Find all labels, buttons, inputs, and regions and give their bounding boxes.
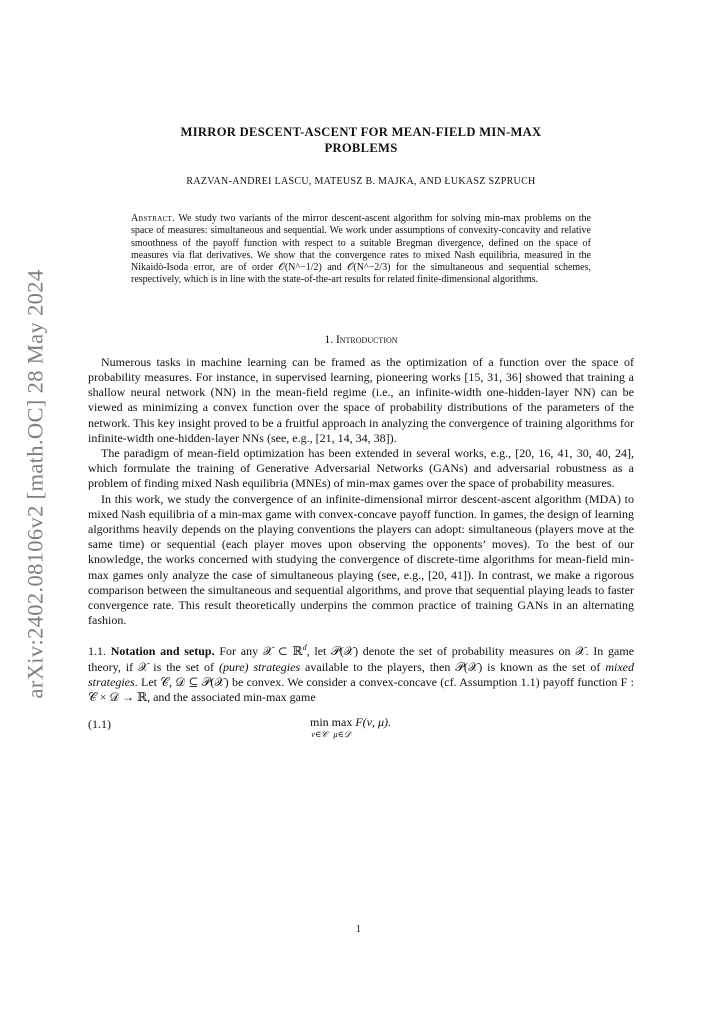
max-operator [332,715,353,739]
subsection-title: Notation and setup. [110,644,215,659]
equation-body [310,715,391,739]
equation-number: (1.1) [88,717,111,732]
subsection-text-1: For any 𝒳 ⊂ ℝ [219,644,303,659]
paper-title [88,124,634,156]
pure-strategies-term: (pure) strategies [218,659,301,674]
subsection-number: 1.1. [88,644,106,659]
abstract-label: Abstract. [131,213,175,224]
min-label: min [310,715,329,730]
mixed-strategies-term: mixed strategies [88,659,634,689]
paper-page [88,124,634,751]
abstract [131,213,591,287]
min-operator [310,715,329,739]
page-number: 1 [356,924,361,935]
superscript-d: d [302,643,307,653]
title-line-2: PROBLEMS [324,141,398,155]
section-number: 1. [324,333,334,346]
section-heading-introduction [88,334,634,346]
subsection-notation-setup [88,640,634,705]
arxiv-identifier-text: arXiv:2402.08106v2 [math.OC] 28 May 2024 [22,269,47,699]
intro-paragraph-1: Numerous tasks in machine learning can be framed as the optimization of a function over the space of probability measures. For instance, in supervised learning, pioneering works [15, 31, 36] showed that training a shallow neural network (NN) in the mean-field regime (i.e., an infinite-width one-hidden-layer NN) can be viewed as minimizing a convex function over the space of probability distributions of the parameters of the network. This key insight proved to be a fruitful approach in analyzing the convergence of training algorithms for infinite-width one-hidden-layer NNs (see, e.g., [21, 14, 34, 38]). [88,354,634,445]
intro-paragraph-2: The paradigm of mean-field optimization has been extended in several works, e.g., [20, 16, 41, 30, 40, 24], which formulate the training of Generative Adversarial Networks (GANs) and adversarial robustness as a problem of finding mixed Nash equilibria (MNEs) of min-max games over the space of probability measures. [88,446,634,491]
subsection-text-3: available to the players, then 𝒫(𝒳) is known as the set of [305,659,601,674]
min-subscript: ν∈𝒞 [311,729,328,740]
subsection-text-4: . Let 𝒞, 𝒟 ⊆ 𝒫(𝒳) be convex. We consider a convex-concave (cf. Assumption 1.1) payoff function F : 𝒞 × 𝒟 → ℝ, and the associated min-max game [88,674,634,705]
equation-1-1 [88,715,634,751]
intro-paragraph-3: In this work, we study the convergence of an infinite-dimensional mirror descent-ascent algorithm (MDA) to mixed Nash equilibria of a min-max game with convex-concave payoff function. In games, the design of learning algorithms heavily depends on the playing conventions the players can adopt: simultaneous (players move at the same time) or sequential (each player moves upon observing the opponents’ moves). To the best of our knowledge, the works concerned with studying the convergence of discrete-time algorithms for mean-field min-max games only analyze the case of simultaneous playing (see, e.g., [20, 41]). In contrast, we make a rigorous comparison between the simultaneous and sequential algorithms, and prove that sequential playing leads to faster convergence rate. This result theoretically underpins the common practice of training GANs in an alternating fashion. [88,491,634,628]
abstract-text: We study two variants of the mirror descent-ascent algorithm for solving min-max problems on the space of measures: simultaneous and sequential. We work under assumptions of convexity-concavity and relative smoothness of the payoff function with respect to a suitable Bregman divergence, defined on the space of measures via flat derivatives. We show that the convergence rates to mixed Nash equilibria, measured in the Nikaidò-Isoda error, are of order 𝒪(N^−1/2) and 𝒪(N^−2/3) for the simultaneous and sequential schemes, respectively, which is in line with the state-of-the-art results for related finite-dimensional algorithms. [131,213,591,286]
payoff-expression: F(ν, μ). [355,715,392,730]
max-label: max [331,715,353,730]
arxiv-identifier-stamp [9,268,61,700]
title-line-1: MIRROR DESCENT-ASCENT FOR MEAN-FIELD MIN-MAX [180,125,542,139]
section-title: Introduction [335,333,398,346]
author-list: RAZVAN-ANDREI LASCU, MATEUSZ B. MAJKA, AND ŁUKASZ SZPRUCH [186,176,536,187]
subsection-text-2: , let 𝒫(𝒳) denote the set of probability measures on 𝒳. In game theory, if 𝒳 is the set of [88,644,635,674]
max-subscript: μ∈𝒟 [333,729,351,740]
